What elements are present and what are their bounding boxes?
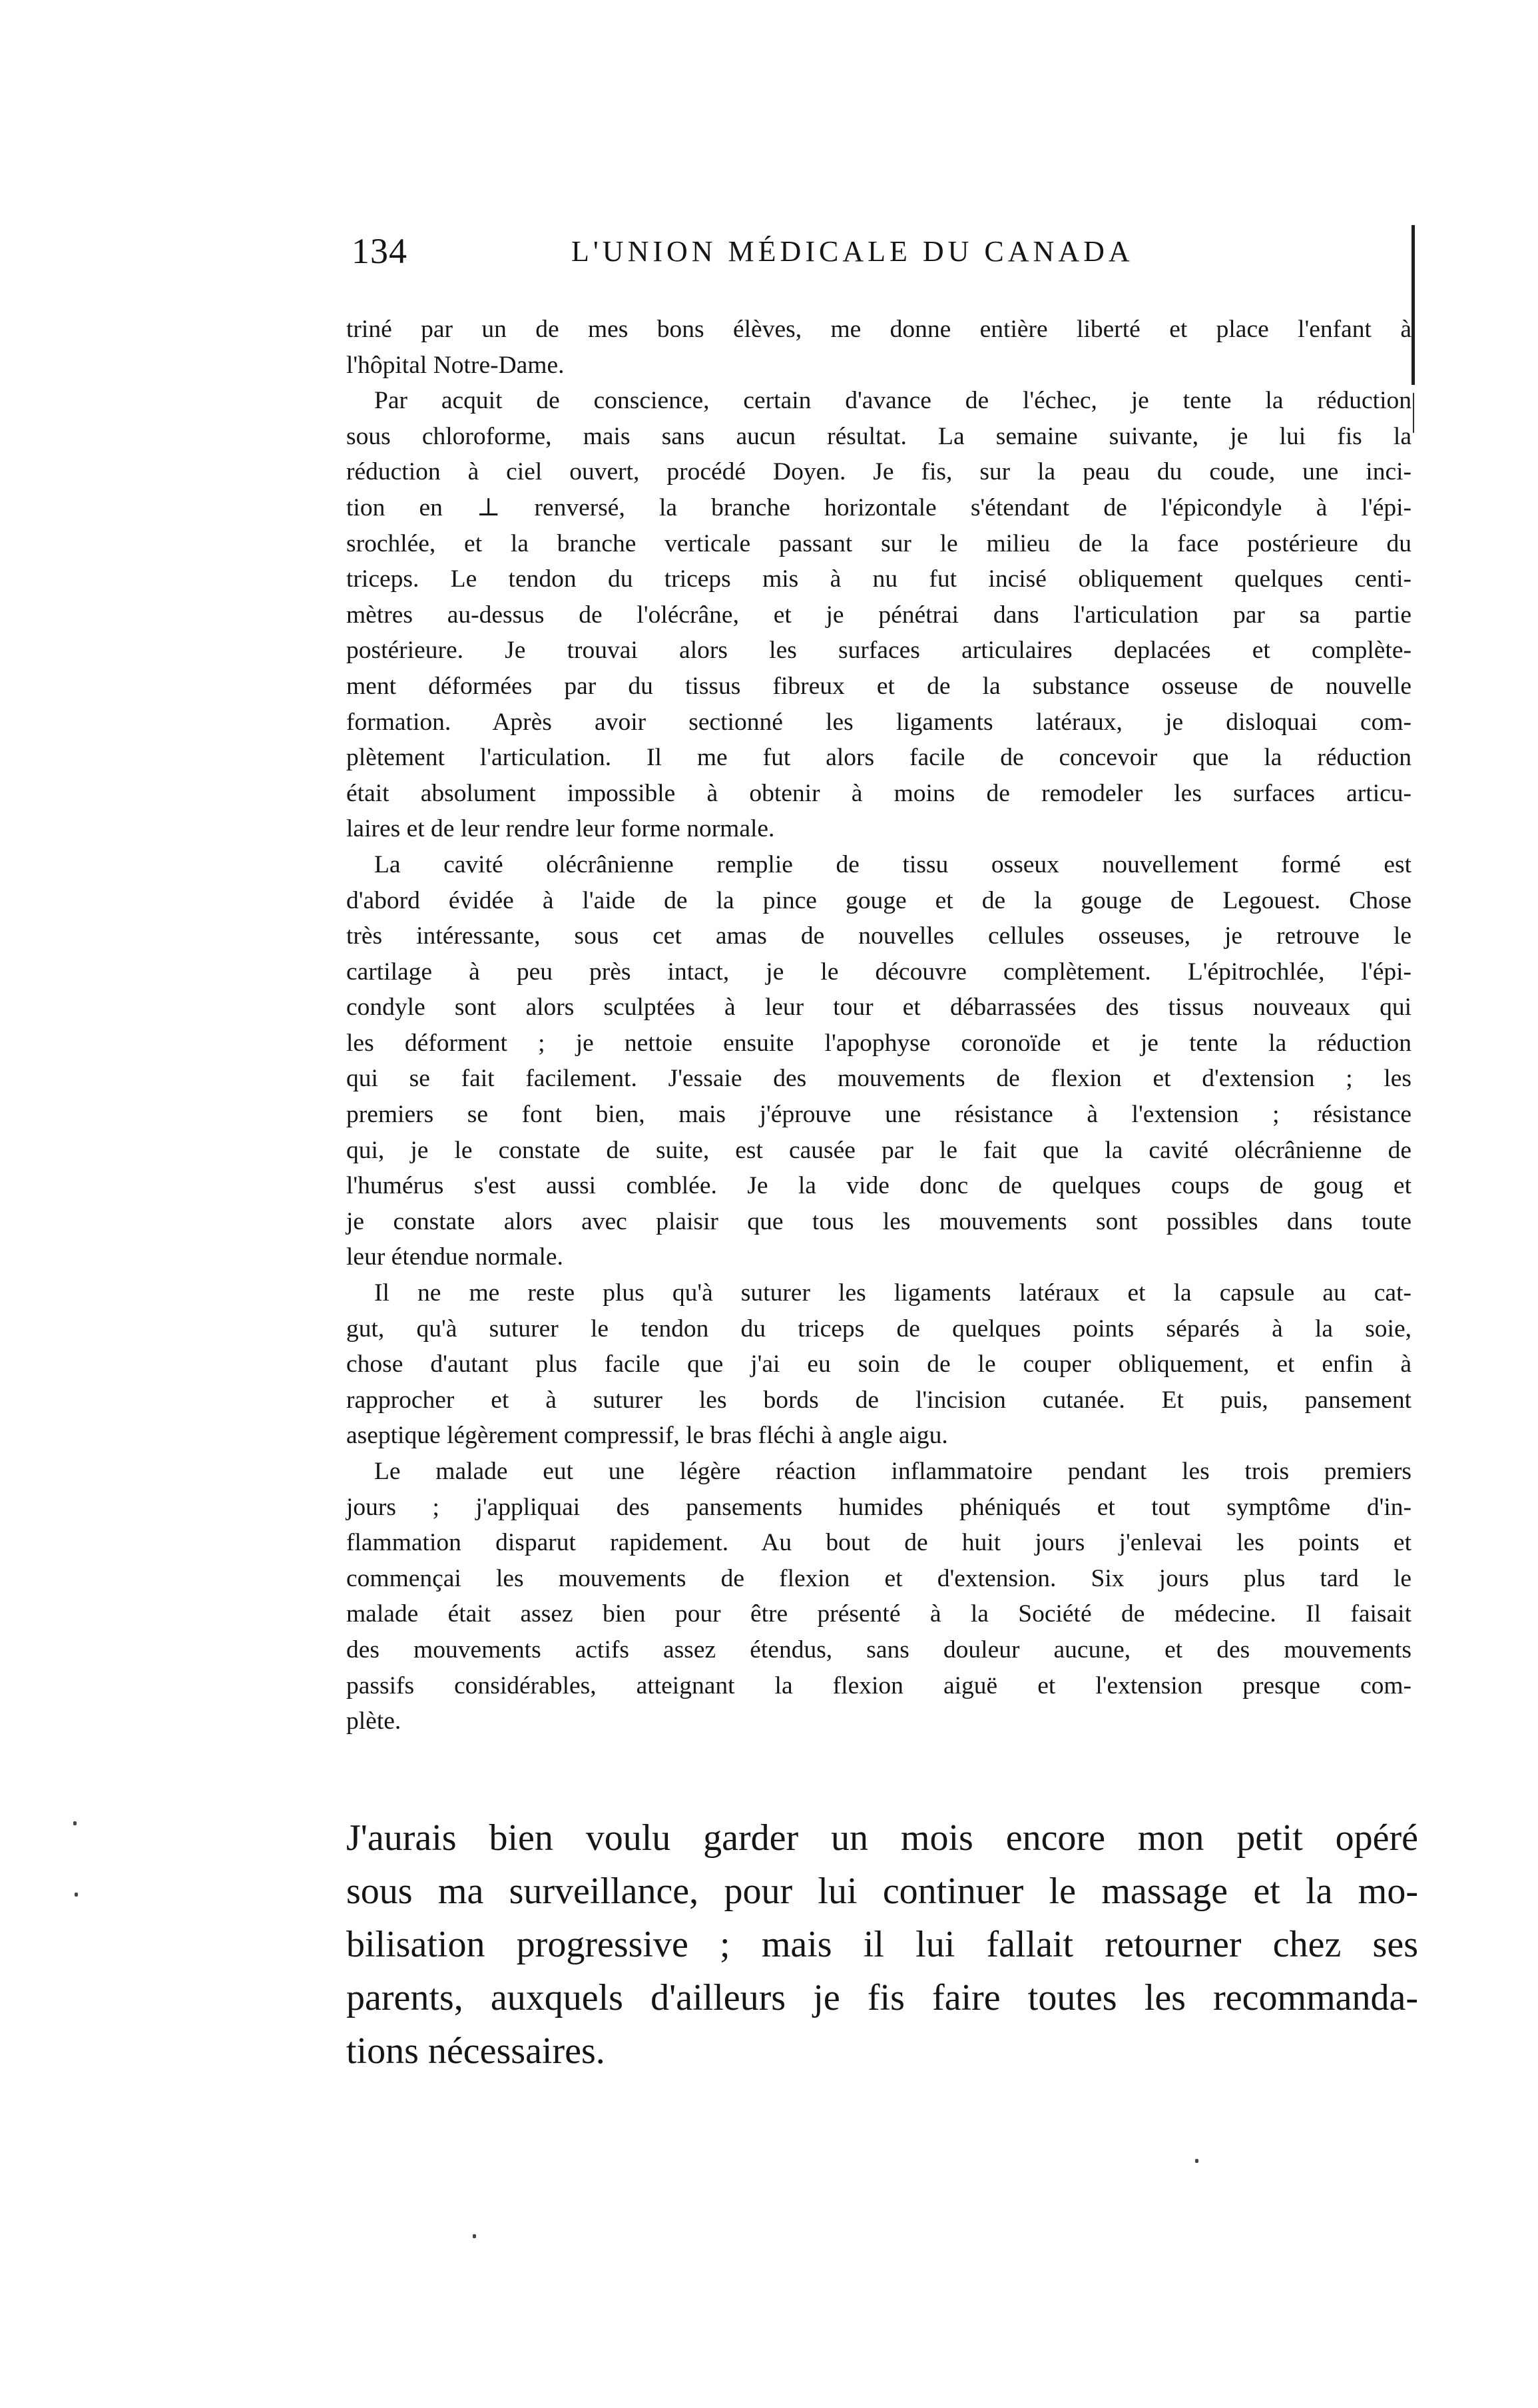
text-line: qui se fait facilement. J'essaie des mouvements de flexion et d'extension ; les xyxy=(346,1065,1411,1093)
text-line: très intéressante, sous cet amas de nouvelles cellules osseuses, je retrouve le xyxy=(346,922,1411,950)
text-line: bilisation progressive ; mais il lui fallait retourner chez ses xyxy=(346,1924,1418,1965)
paragraph xyxy=(346,1454,1411,1739)
text-line: triceps. Le tendon du triceps mis à nu fut incisé obliquement quelques centi- xyxy=(346,565,1411,593)
text-line: premiers se font bien, mais j'éprouve une résistance à l'extension ; résistance xyxy=(346,1101,1411,1129)
text-line: Il ne me reste plus qu'à suturer les ligaments latéraux et la capsule au cat- xyxy=(374,1279,1411,1307)
paragraph xyxy=(346,383,1411,847)
text-line: laires et de leur rendre leur forme normale. xyxy=(346,815,775,843)
text-line: passifs considérables, atteignant la flexion aiguë et l'extension presque com- xyxy=(346,1671,1411,1699)
text-line: des mouvements actifs assez étendus, sans douleur aucune, et des mouvements xyxy=(346,1636,1411,1663)
text-line: je constate alors avec plaisir que tous les mouvements sont possibles dans toute xyxy=(346,1207,1411,1235)
text-line: les déforment ; je nettoie ensuite l'apophyse coronoïde et je tente la réduction xyxy=(346,1029,1411,1057)
text-line: réduction à ciel ouvert, procédé Doyen. Je fis, sur la peau du coude, une inci- xyxy=(346,458,1411,486)
paragraph xyxy=(346,1275,1411,1454)
text-line: sous ma surveillance, pour lui continuer le massage et la mo- xyxy=(346,1871,1418,1912)
margin-speck xyxy=(75,1893,78,1897)
margin-rule-tick xyxy=(1413,393,1414,433)
running-title: L'UNION MÉDICALE DU CANADA xyxy=(571,235,1134,268)
text-line: cartilage à peu près intact, je le découvre complètement. L'épitrochlée, l'épi- xyxy=(346,958,1411,986)
text-line: qui, je le constate de suite, est causée par le fait que la cavité olécrânienne de xyxy=(346,1136,1411,1164)
paragraph xyxy=(346,847,1411,1275)
page-speck xyxy=(1195,2159,1198,2163)
text-line: formation. Après avoir sectionné les ligaments latéraux, je disloquai com- xyxy=(346,708,1411,736)
page-header xyxy=(352,230,1397,277)
text-line: l'humérus s'est aussi comblée. Je la vide donc de quelques coups de goug et xyxy=(346,1172,1411,1200)
text-line: rapprocher et à suturer les bords de l'incision cutanée. Et puis, pansement xyxy=(346,1386,1411,1414)
page-number: 134 xyxy=(352,231,407,271)
text-line: tions nécessaires. xyxy=(346,2030,605,2072)
text-line: La cavité olécrânienne remplie de tissu osseux nouvellement formé est xyxy=(374,850,1411,878)
text-line: était absolument impossible à obtenir à moins de remodeler les surfaces articu- xyxy=(346,779,1411,807)
text-line: l'hôpital Notre-Dame. xyxy=(346,351,565,379)
text-line: plètement l'articulation. Il me fut alors facile de concevoir que la réduction xyxy=(346,744,1411,772)
text-line: malade était assez bien pour être présenté à la Société de médecine. Il faisait xyxy=(346,1600,1411,1628)
text-line: J'aurais bien voulu garder un mois encore mon petit opéré xyxy=(346,1817,1418,1859)
text-line: triné par un de mes bons élèves, me donne entière liberté et place l'enfant à xyxy=(346,316,1411,343)
text-line: mètres au-dessus de l'olécrâne, et je pénétrai dans l'articulation par sa partie xyxy=(346,601,1411,629)
text-line: condyle sont alors sculptées à leur tour et débarrassées des tissus nouveaux qui xyxy=(346,994,1411,1022)
text-line: sous chloroforme, mais sans aucun résultat. La semaine suivante, je lui fis la xyxy=(346,422,1411,450)
text-line: aseptique légèrement compressif, le bras fléchi à angle aigu. xyxy=(346,1422,948,1450)
text-line: parents, auxquels d'ailleurs je fis faire toutes les recommanda- xyxy=(346,1977,1418,2018)
text-line: Par acquit de conscience, certain d'avance de l'échec, je tente la réduction xyxy=(374,387,1411,415)
text-line: flammation disparut rapidement. Au bout de huit jours j'enlevai les points et xyxy=(346,1529,1411,1557)
text-line: commençai les mouvements de flexion et d'extension. Six jours plus tard le xyxy=(346,1564,1411,1592)
text-line: jours ; j'appliquai des pansements humides phéniqués et tout symptôme d'in- xyxy=(346,1493,1411,1521)
text-line: gut, qu'à suturer le tendon du triceps de quelques points séparés à la soie, xyxy=(346,1315,1411,1343)
closing-paragraph xyxy=(346,1811,1418,2078)
margin-speck xyxy=(73,1821,77,1825)
text-line: chose d'autant plus facile que j'ai eu soin de le couper obliquement, et enfin à xyxy=(346,1351,1411,1378)
text-line: leur étendue normale. xyxy=(346,1243,563,1271)
page-speck xyxy=(473,2234,476,2238)
text-line: d'abord évidée à l'aide de la pince gouge et de la gouge de Legouest. Chose xyxy=(346,886,1411,914)
margin-rule xyxy=(1411,225,1415,385)
text-line: Le malade eut une légère réaction inflammatoire pendant les trois premiers xyxy=(374,1458,1411,1485)
text-line: tion en ⊥ renversé, la branche horizontale s'étendant de l'épicondyle à l'épi- xyxy=(346,493,1411,521)
article-body xyxy=(346,312,1411,1739)
text-line: ment déformées par du tissus fibreux et de la substance osseuse de nouvelle xyxy=(346,672,1411,700)
paragraph xyxy=(346,312,1411,383)
text-line: plète. xyxy=(346,1707,401,1735)
text-line: postérieure. Je trouvai alors les surfaces articulaires deplacées et complète- xyxy=(346,637,1411,665)
text-line: srochlée, et la branche verticale passant sur le milieu de la face postérieure du xyxy=(346,529,1411,557)
